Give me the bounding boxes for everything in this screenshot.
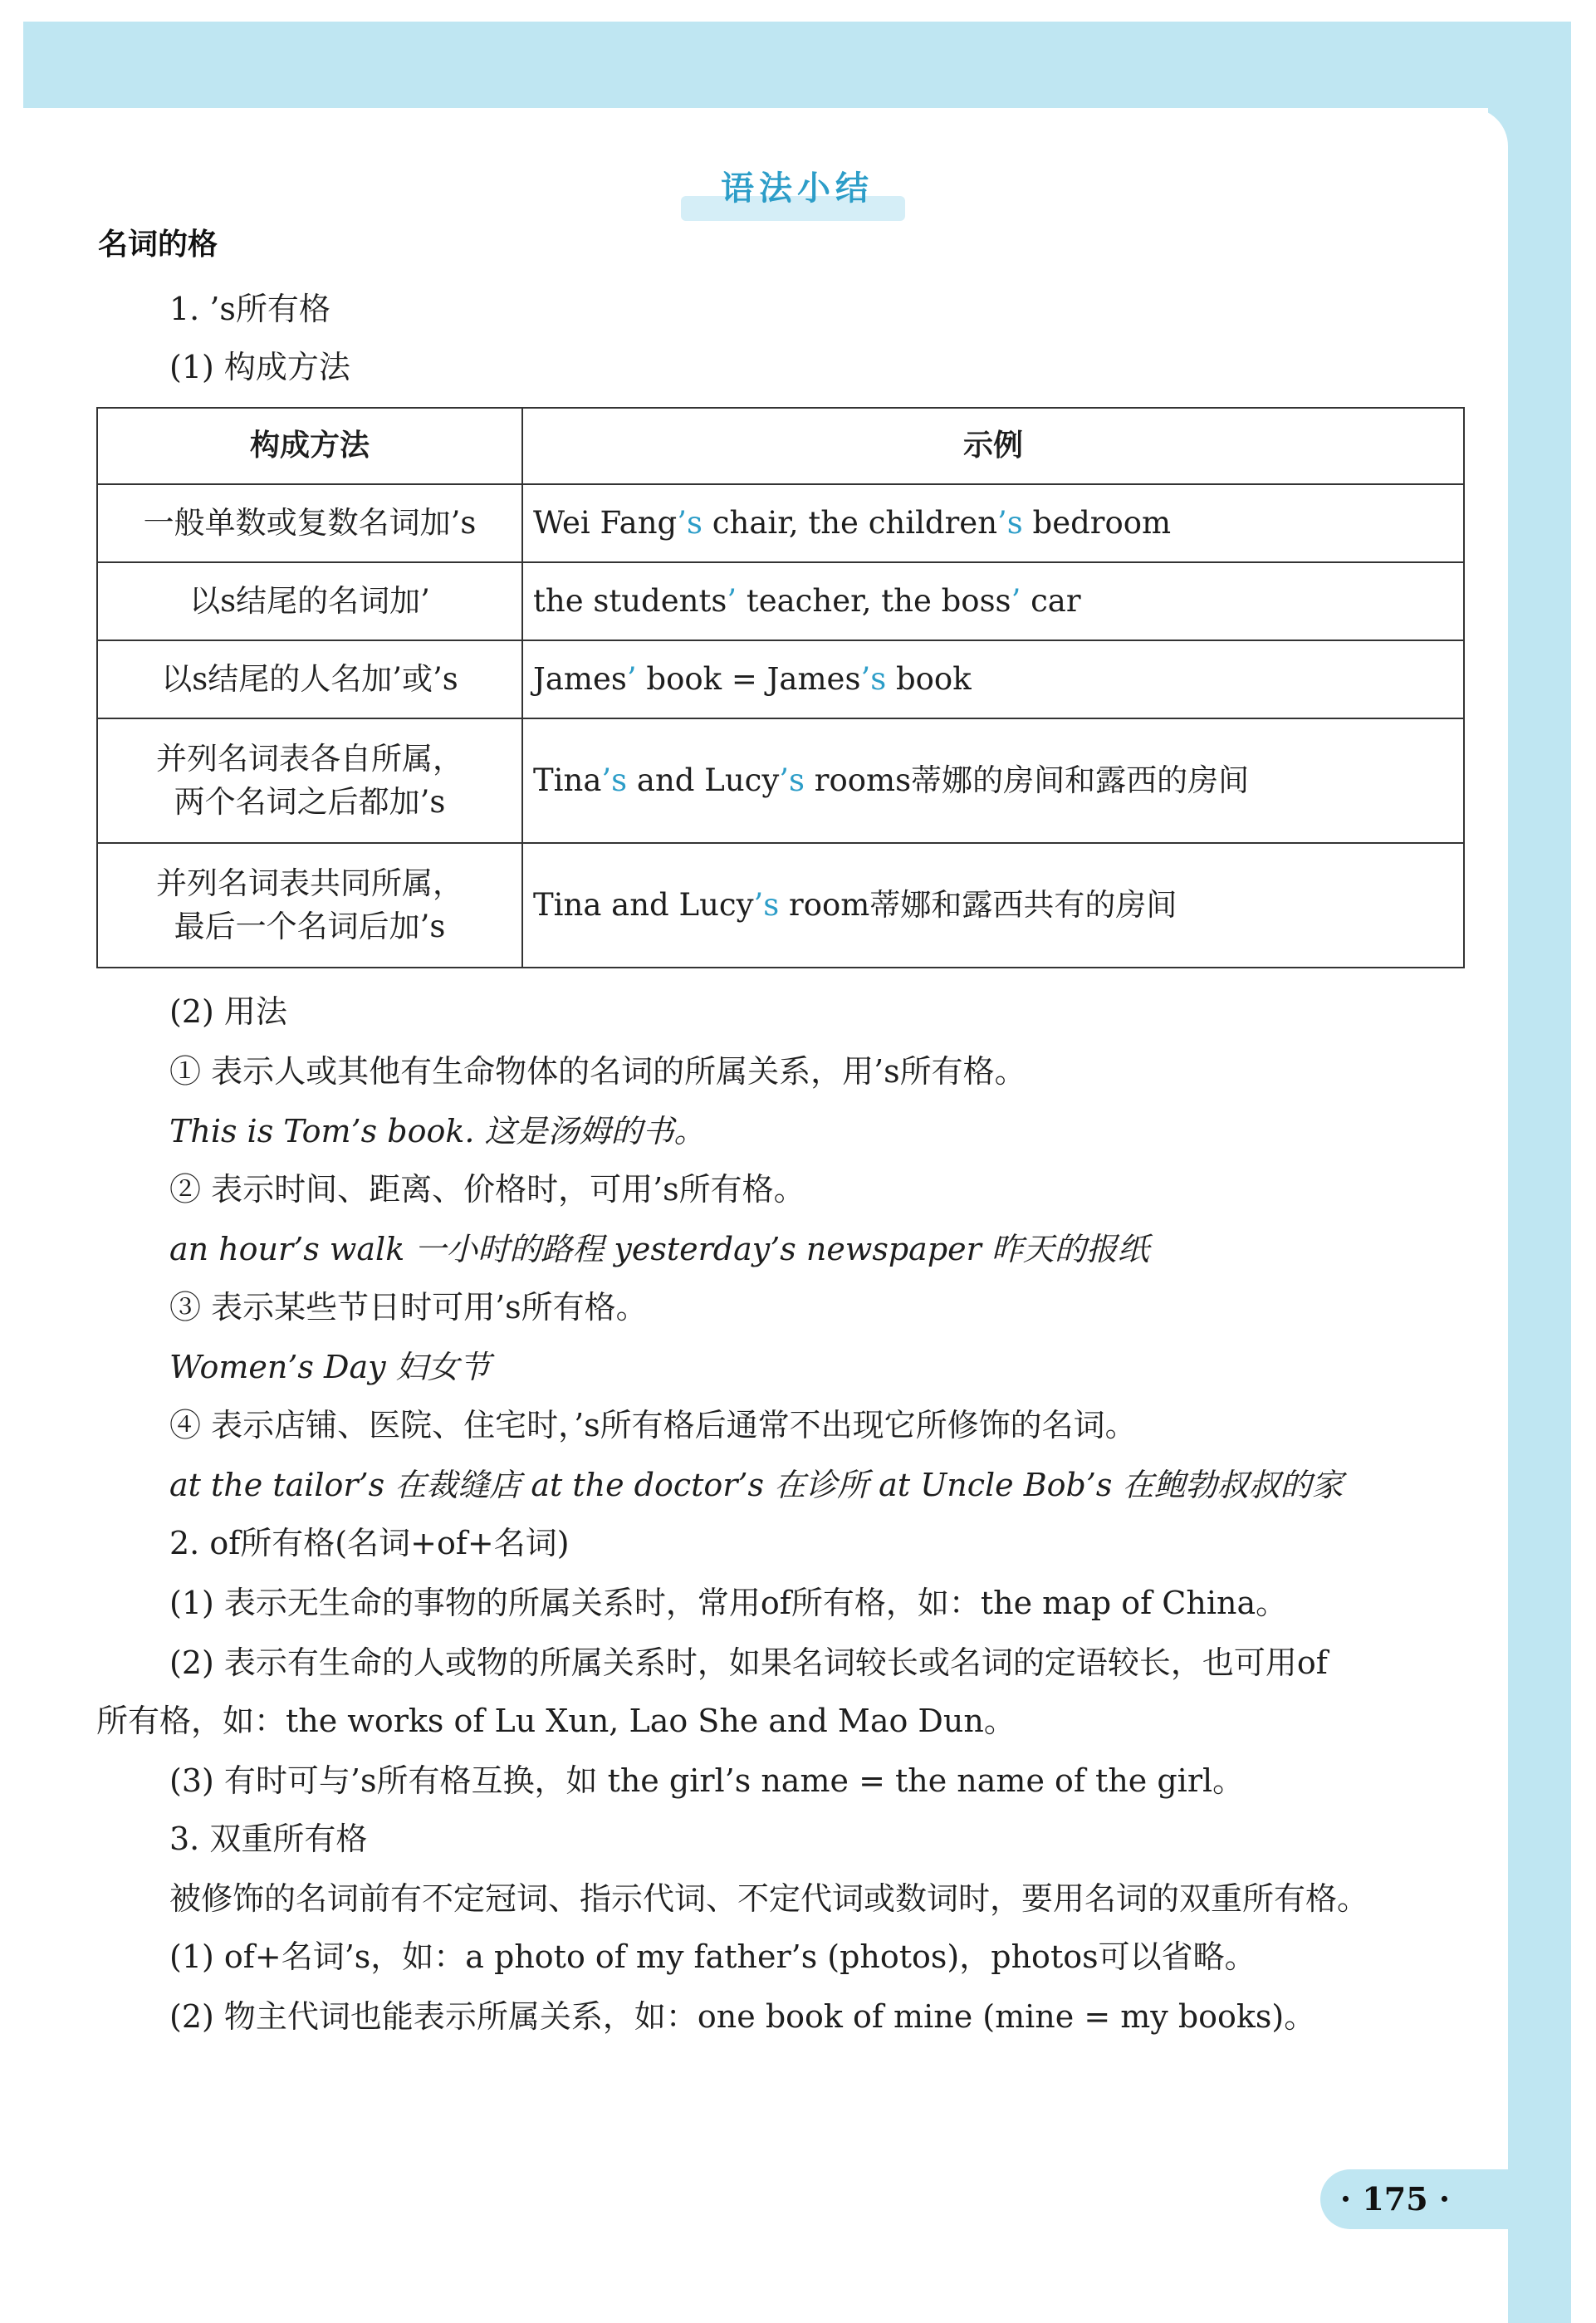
example-cell: James’ book = James’s book xyxy=(522,640,1464,718)
of-possessive-title: 2. of所有格(名词+of+名词) xyxy=(169,1525,570,1561)
usage-example-3: Women’s Day 妇女节 xyxy=(169,1349,491,1385)
of-possessive-point-2b: 所有格，如：the works of Lu Xun, Lao She and Mao Dun。 xyxy=(96,1703,1016,1739)
of-possessive-point-2a: (2) 表示有生命的人或物的所属关系时，如果名词较长或名词的定语较长，也可用of xyxy=(169,1644,1328,1681)
usage-title: (2) 用法 xyxy=(169,993,287,1030)
header-method: 构成方法 xyxy=(97,408,522,484)
double-possessive-point-2: (2) 物主代词也能表示所属关系，如：one book of mine (mine = my books)。 xyxy=(169,1998,1316,2035)
table-header-row xyxy=(97,408,1464,484)
example-cell: the students’ teacher, the boss’ car xyxy=(522,562,1464,640)
formation-subtitle: (1) 构成方法 xyxy=(169,349,350,385)
example-cell: Wei Fang’s chair, the children’s bedroom xyxy=(522,484,1464,562)
table-row xyxy=(97,718,1464,843)
usage-rule-2: ② 表示时间、距离、价格时，可用’s所有格。 xyxy=(169,1171,805,1208)
top-color-band xyxy=(23,22,1571,108)
method-cell: 并列名词表共同所属， 最后一个名词后加’s xyxy=(97,843,522,968)
table-row xyxy=(97,484,1464,562)
usage-example-2: an hour’s walk 一小时的路程 yesterday’s newspaper 昨天的报纸 xyxy=(169,1231,1149,1267)
double-possessive-point-1: (1) of+名词’s，如：a photo of my father’s (photos)，photos可以省略。 xyxy=(169,1938,1256,1975)
table-row xyxy=(97,640,1464,718)
table-row xyxy=(97,843,1464,968)
topic-heading: 名词的格 xyxy=(98,228,218,262)
usage-example-1: This is Tom’s book. 这是汤姆的书。 xyxy=(169,1113,706,1149)
possessive-s-title: 1. ’s所有格 xyxy=(169,291,330,327)
usage-rule-1: ① 表示人或其他有生命物体的名词的所属关系，用’s所有格。 xyxy=(169,1053,1026,1090)
of-possessive-point-1: (1) 表示无生命的事物的所属关系时，常用of所有格，如：the map of China。 xyxy=(169,1585,1288,1621)
double-possessive-title: 3. 双重所有格 xyxy=(169,1821,368,1857)
table-row xyxy=(97,562,1464,640)
usage-example-4: at the tailor’s 在裁缝店 at the doctor’s 在诊所 at Uncle Bob’s 在鲍勃叔叔的家 xyxy=(169,1467,1344,1503)
header-example: 示例 xyxy=(522,408,1464,484)
method-cell: 以s结尾的名词加’ xyxy=(97,562,522,640)
of-possessive-point-3: (3) 有时可与’s所有格互换，如 the girl’s name = the name of the girl。 xyxy=(169,1762,1245,1799)
method-cell: 以s结尾的人名加’或’s xyxy=(97,640,522,718)
page-number: · 175 · xyxy=(1339,2180,1451,2218)
usage-rule-3: ③ 表示某些节日时可用’s所有格。 xyxy=(169,1289,648,1326)
method-cell: 并列名词表各自所属， 两个名词之后都加’s xyxy=(97,718,522,843)
section-title: 语法小结 xyxy=(721,169,874,208)
example-cell: Tina and Lucy’s room蒂娜和露西共有的房间 xyxy=(522,843,1464,968)
double-possessive-intro: 被修饰的名词前有不定冠词、指示代词、不定代词或数词时，要用名词的双重所有格。 xyxy=(169,1880,1369,1917)
method-cell: 一般单数或复数名词加’s xyxy=(97,484,522,562)
formation-table xyxy=(96,407,1465,968)
usage-rule-4: ④ 表示店铺、医院、住宅时，’s所有格后通常不出现它所修饰的名词。 xyxy=(169,1407,1137,1443)
example-cell: Tina’s and Lucy’s rooms蒂娜的房间和露西的房间 xyxy=(522,718,1464,843)
